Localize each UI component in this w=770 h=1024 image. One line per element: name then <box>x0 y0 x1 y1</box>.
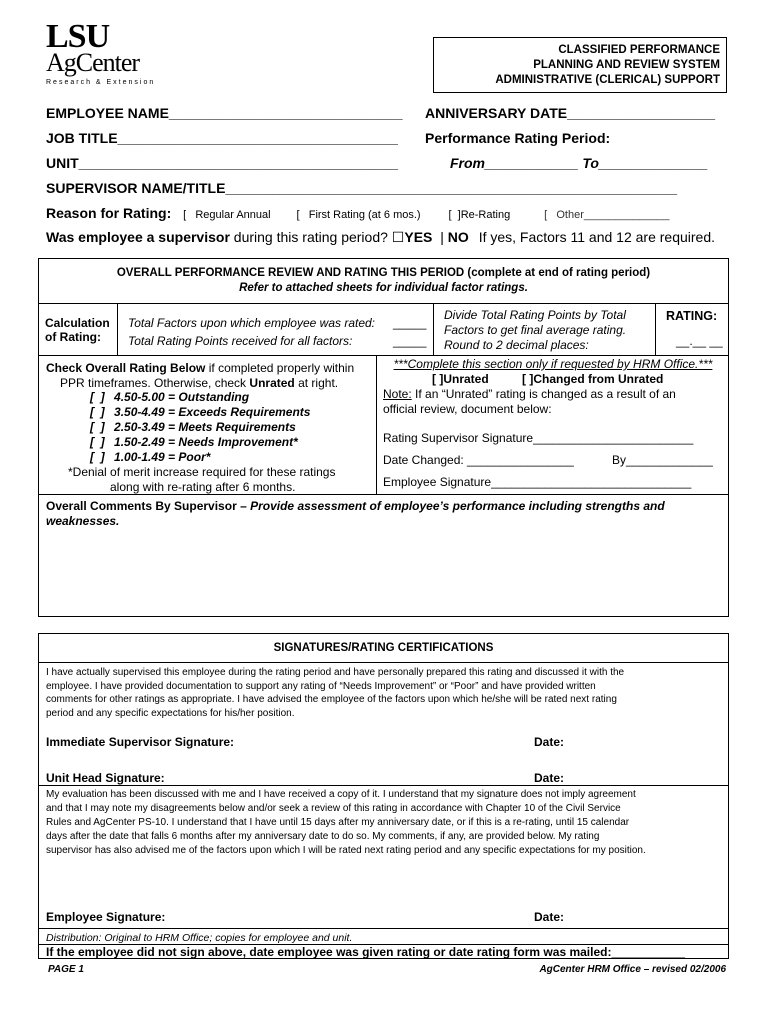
immediate-supervisor-signature[interactable]: Immediate Supervisor Signature: <box>46 735 235 749</box>
rating-supervisor-signature[interactable]: Rating Supervisor Signature________________________ <box>383 431 694 445</box>
employee-name-field[interactable]: EMPLOYEE NAME______________________________ <box>46 105 403 121</box>
check-instructions-2 <box>60 376 338 390</box>
hrm-header: ***Complete this section only if requested by HRM Office.*** <box>393 357 713 371</box>
title-line-2: PLANNING AND REVIEW SYSTEM <box>533 59 720 71</box>
mailed-date-field[interactable]: If the employee did not sign above, date employee was given rating or date rating form was mailed:___________ <box>46 945 685 959</box>
employee-signature-hrm[interactable]: Employee Signature______________________________ <box>383 475 692 489</box>
divide-line-1: Divide Total Rating Points by Total <box>444 308 626 322</box>
employee-signature[interactable]: Employee Signature: <box>46 910 166 924</box>
total-factors-input[interactable]: _____ <box>393 316 427 330</box>
page-number: PAGE 1 <box>48 964 84 975</box>
reason-first-checkbox[interactable]: [ First Rating (at 6 mos.) <box>296 209 421 221</box>
emp-cert-line-4: days after the date that falls 6 months after my anniversary date to do so. My comments, if any, are provided below. My rating <box>46 831 600 842</box>
rating-option-outstanding[interactable]: [ ] 4.50-5.00 = Outstanding <box>90 390 250 404</box>
unit-head-date[interactable]: Date: <box>534 771 565 785</box>
total-points-input[interactable]: _____ <box>393 334 427 348</box>
from-to-field[interactable]: From____________ To______________ <box>450 155 708 171</box>
changed-by-field[interactable]: By_____________ <box>612 453 713 467</box>
changed-from-unrated-checkbox[interactable]: [ ]Changed from Unrated <box>522 372 664 386</box>
rating-input[interactable]: __.__ __ <box>676 334 723 348</box>
total-factors-label: Total Factors upon which employee was rated: <box>128 316 376 330</box>
yes-label: YES <box>404 229 433 245</box>
check-instr-bold: Check Overall Rating Below <box>46 361 206 375</box>
rating-option-needs-improvement[interactable]: [ ] 1.50-2.49 = Needs Improvement* <box>90 435 298 449</box>
unrated-checkbox[interactable]: [ ]Unrated <box>432 372 489 386</box>
employee-signature-date[interactable]: Date: <box>534 910 565 924</box>
hrm-note <box>383 387 676 401</box>
reason-for-rating-row <box>46 205 670 221</box>
check-instructions-1 <box>46 361 354 375</box>
yes-checkbox[interactable]: ☐YES <box>391 229 433 245</box>
reason-other-label: Other______________ <box>556 209 670 221</box>
hrm-note-2: official review, document below: <box>383 402 552 416</box>
cert-line-2: employee. I have provided documentation to support any rating of “Needs Improvement” or “Poor” and have provided written <box>46 680 596 692</box>
logo-lsu: LSU <box>46 18 110 55</box>
reason-regular-checkbox[interactable]: [ Regular Annual <box>183 209 271 221</box>
rating-option-poor[interactable]: [ ] 1.00-1.49 = Poor* <box>90 450 211 464</box>
reason-rerating-label: Re-Rating <box>460 209 511 221</box>
reason-label: Reason for Rating: <box>46 205 172 221</box>
check-instr-unrated: Unrated <box>249 376 295 390</box>
check-instr-2a: PPR timeframes. Otherwise, check <box>60 376 247 390</box>
title-line-1: CLASSIFIED PERFORMANCE <box>558 44 720 56</box>
denial-note-2: along with re-rating after 6 months. <box>110 480 296 494</box>
title-line-3: ADMINISTRATIVE (CLERICAL) SUPPORT <box>495 74 720 86</box>
comments-instructions: Provide assessment of employee’s performance including strengths and <box>250 499 665 513</box>
rating-option-meets[interactable]: [ ] 2.50-3.49 = Meets Requirements <box>90 420 296 434</box>
total-points-label: Total Rating Points received for all factors: <box>128 334 353 348</box>
calculation-label: Calculation <box>45 316 110 330</box>
divide-line-2: Factors to get final average rating. <box>444 323 627 337</box>
cert-line-1: I have actually supervised this employee during the rating period and have personally prepared this rating and discussed it with the <box>46 667 625 678</box>
overall-header-2: Refer to attached sheets for individual factor ratings. <box>239 282 528 294</box>
comments-instructions-2: weaknesses. <box>46 514 120 528</box>
form-title-box <box>433 37 727 93</box>
rating-period-label: Performance Rating Period: <box>425 130 611 146</box>
employee-certification <box>46 788 726 858</box>
anniversary-date-field[interactable]: ANNIVERSARY DATE___________________ <box>425 105 716 121</box>
comments-label: Overall Comments By Supervisor – <box>46 499 247 513</box>
logo-agcenter: AgCenter <box>46 48 140 77</box>
distribution-note: Distribution: Original to HRM Office; copies for employee and unit. <box>46 932 353 944</box>
overall-header-1: OVERALL PERFORMANCE REVIEW AND RATING THIS PERIOD (complete at end of rating period) <box>116 267 651 279</box>
denial-note-1: *Denial of merit increase required for these ratings <box>68 465 336 479</box>
date-changed-field[interactable]: Date Changed: ________________ <box>383 453 574 467</box>
cert-line-4: period and any specific expectations for his/her position. <box>46 707 295 719</box>
overall-comments[interactable] <box>46 499 726 529</box>
cert-line-3: comments for other ratings as appropriate. I have advised the employee of the factors upon which he/she will be rated next rating <box>46 694 617 705</box>
rating-option-exceeds[interactable]: [ ] 3.50-4.49 = Exceeds Requirements <box>90 405 311 419</box>
signatures-header: SIGNATURES/RATING CERTIFICATIONS <box>273 642 494 654</box>
rating-label: RATING: <box>666 309 718 323</box>
reason-rerating-checkbox[interactable]: [ ]Re-Rating <box>448 209 511 221</box>
reason-first-label: First Rating (at 6 mos.) <box>308 209 421 221</box>
divide-line-3: Round to 2 decimal places: <box>444 338 589 352</box>
supervisor-question-label: Was employee a supervisor <box>46 229 230 245</box>
emp-cert-line-3: Rules and AgCenter PS-10. I understand that I have until 15 days after my anniversary date, or if this is a re-rating, until 15 calendar <box>46 817 630 828</box>
hrm-note-label: Note: <box>383 387 412 401</box>
hrm-note-text: If an “Unrated” rating is changed as a result of an <box>415 387 676 401</box>
logo-subtitle: Research & Extension <box>46 79 156 86</box>
supervisor-certification <box>46 666 726 720</box>
reason-regular-label: Regular Annual <box>195 209 271 221</box>
rating-options <box>90 390 310 465</box>
emp-cert-line-5: supervisor has also advised me of the factors upon which I will be rated next rating period and any specific expectations for my position. <box>46 845 646 856</box>
unit-head-signature[interactable]: Unit Head Signature: <box>46 771 165 785</box>
supervisor-note: If yes, Factors 11 and 12 are required. <box>478 229 715 245</box>
calculation-label-2: of Rating: <box>45 330 101 344</box>
supervisor-question-rest: during this rating period? <box>233 229 388 245</box>
check-instr-2c: at right. <box>298 376 339 390</box>
emp-cert-line-1: My evaluation has been discussed with me and I have received a copy of it. I understand that my signature does not imply agreement <box>46 789 636 800</box>
emp-cert-line-2: and that I may note my disagreements below and/or seek a review of this rating in accordance with Chapter 10 of the Civil Service <box>46 803 621 814</box>
unit-field[interactable]: UNIT_________________________________________ <box>46 155 398 171</box>
supervisor-name-field[interactable]: SUPERVISOR NAME/TITLE__________________________________________________________ <box>46 180 678 196</box>
job-title-field[interactable]: JOB TITLE____________________________________ <box>46 130 398 146</box>
reason-other-checkbox[interactable]: [ Other______________ <box>544 209 670 221</box>
immediate-supervisor-date[interactable]: Date: <box>534 735 565 749</box>
supervisor-question-row <box>46 229 715 246</box>
revised-note: AgCenter HRM Office – revised 02/2006 <box>539 964 726 975</box>
no-label: NO <box>447 229 469 245</box>
no-checkbox[interactable]: | NO <box>440 229 469 245</box>
divide-instructions <box>444 308 626 353</box>
check-instr-rest: if completed properly within <box>208 361 355 375</box>
